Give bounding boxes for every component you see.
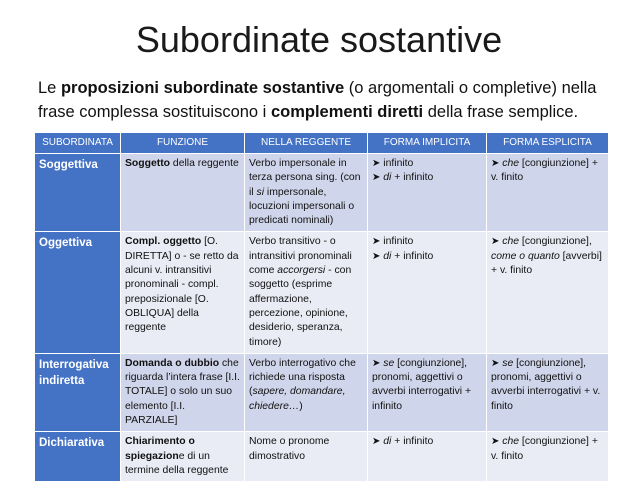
row-name: Soggettiva	[35, 154, 121, 232]
subordinate-table	[34, 132, 609, 482]
header-subordinata: SUBORDINATA	[35, 133, 121, 154]
table-row	[35, 232, 609, 353]
row-name: Dichiarativa	[35, 432, 121, 482]
cell-funzione: Compl. oggetto [O. DIRETTA] o - se retto da alcuni v. intransitivi pronominali - compl. preposizionale [O. OBLIQUA] della reggente	[121, 232, 245, 353]
intro-text: (o argomentali o completive) nella frase complessa sostituiscono i	[38, 79, 597, 121]
row-name: Oggettiva	[35, 232, 121, 353]
table-row	[35, 353, 609, 431]
cell-esplicita: ➤ che [congiunzione], come o quanto [avverbi] + v. finito	[487, 232, 609, 353]
cell-funzione: Domanda o dubbio che riguarda l’intera frase [I.I. TOTALE] o solo un suo elemento [I.I. PARZIALE]	[121, 353, 245, 431]
cell-esplicita: ➤ se [congiunzione], pronomi, aggettivi o avverbi interrogativi + v. finito	[487, 353, 609, 431]
header-funzione: FUNZIONE	[121, 133, 245, 154]
cell-funzione: Chiarimento o spiegazione di un termine della reggente	[121, 432, 245, 482]
cell-implicita: ➤ se [congiunzione], pronomi, aggettivi o avverbi interrogativi + infinito	[368, 353, 487, 431]
cell-esplicita: ➤ che [congiunzione] + v. finito	[487, 154, 609, 232]
intro-bold-term: proposizioni subordinate sostantive	[60, 79, 345, 97]
arrow-icon: ➤	[491, 158, 500, 169]
cell-reggente: Nome o pronome dimostrativo	[245, 432, 368, 482]
slide-title: Subordinate sostantive	[135, 19, 503, 60]
cell-esplicita: ➤ che [congiunzione] + v. finito	[487, 432, 609, 482]
intro-text: della frase semplice.	[423, 103, 579, 121]
arrow-icon: ➤	[491, 236, 500, 248]
intro-text: Le	[38, 79, 61, 97]
cell-reggente: Verbo transitivo - o intransitivi pronominali come accorgersi - con soggetto (esprime affermazione, percezione, opinione, desiderio, speranza, timore)	[245, 232, 368, 353]
arrow-icon: ➤	[372, 158, 381, 169]
cell-implicita: ➤ di + infinito	[368, 432, 487, 482]
arrow-icon: ➤	[491, 436, 500, 448]
cell-reggente: Verbo interrogativo che richiede una risposta (sapere, domandare, chiedere…)	[245, 353, 368, 431]
arrow-icon: ➤	[372, 172, 381, 184]
cell-reggente: Verbo impersonale in terza persona sing. (con il si impersonale, locuzioni impersonali o predicati nominali)	[245, 154, 368, 232]
row-name: Interrogativa indiretta	[35, 353, 121, 431]
arrow-icon: ➤	[491, 357, 500, 369]
table-header-row	[35, 133, 609, 154]
arrow-icon: ➤	[372, 436, 381, 448]
arrow-icon: ➤	[372, 357, 381, 369]
cell-implicita: ➤ infinito ➤ di + infinito	[368, 154, 487, 232]
cell-implicita: ➤ infinito ➤ di + infinito	[368, 232, 487, 353]
arrow-icon: ➤	[372, 250, 381, 262]
table-row	[35, 154, 609, 232]
header-nella-reggente: NELLA REGGENTE	[245, 133, 368, 154]
header-forma-esplicita: FORMA ESPLICITA	[487, 133, 609, 154]
table-row	[35, 432, 609, 482]
intro-bold-term: complementi diretti	[270, 103, 424, 121]
cell-funzione: Soggetto della reggente	[121, 154, 245, 232]
header-forma-implicita: FORMA IMPLICITA	[368, 133, 487, 154]
arrow-icon: ➤	[372, 236, 381, 248]
intro-paragraph	[38, 76, 608, 124]
